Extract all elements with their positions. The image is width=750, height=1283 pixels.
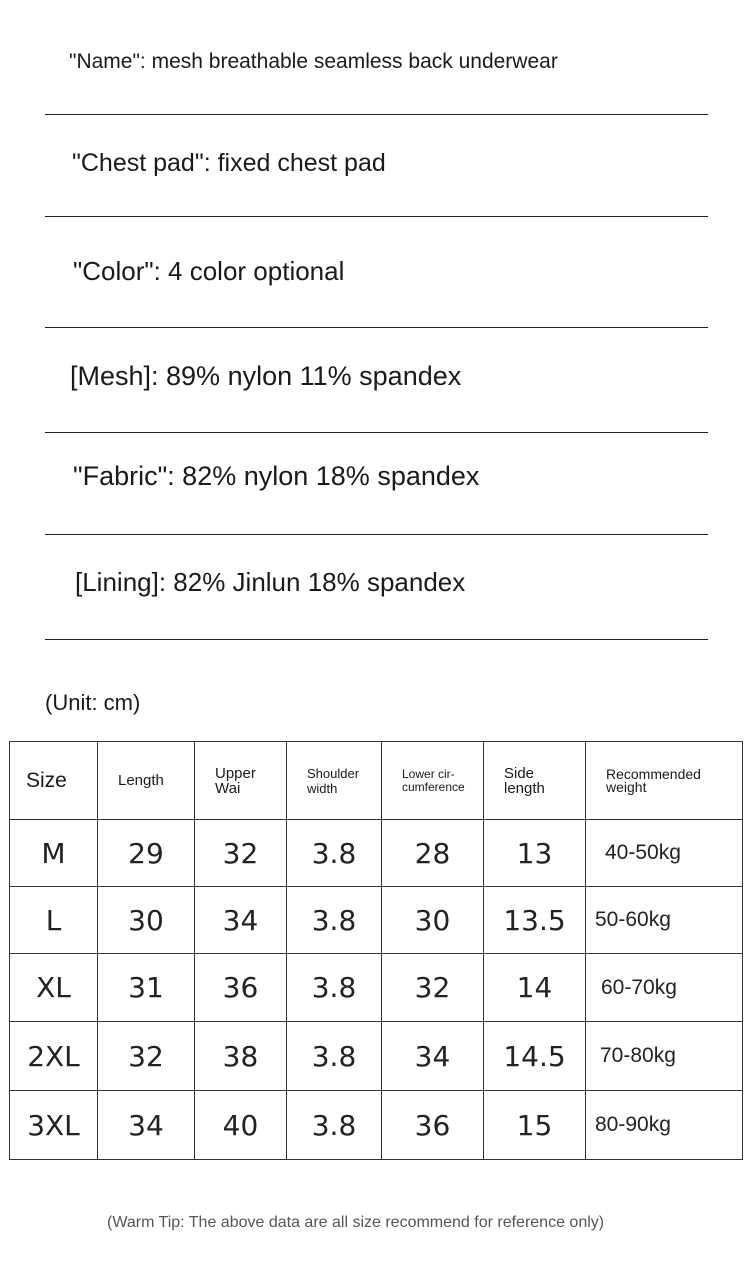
cell-side: 13.5 [484, 887, 586, 954]
cell-upper: 40 [195, 1091, 287, 1160]
header-lower-line1: Lower cir- [402, 766, 455, 781]
cell-shoulder: 3.8 [287, 1091, 382, 1160]
cell-size: 2XL [10, 1022, 98, 1091]
spec-chest-pad-text: "Chest pad": fixed chest pad [72, 149, 386, 177]
header-weight-line2: weight [606, 778, 647, 795]
cell-upper: 38 [195, 1022, 287, 1091]
cell-shoulder: 3.8 [287, 954, 382, 1022]
cell-shoulder: 3.8 [287, 887, 382, 954]
cell-weight: 80-90kg [586, 1091, 743, 1160]
cell-length: 29 [98, 820, 195, 887]
cell-upper: 36 [195, 954, 287, 1022]
cell-lower: 34 [382, 1022, 484, 1091]
spec-row-color [45, 217, 708, 328]
cell-length: 31 [98, 954, 195, 1022]
table-row [10, 1091, 743, 1160]
header-shoulder [287, 742, 382, 820]
cell-side: 14 [484, 954, 586, 1022]
header-size [10, 742, 98, 820]
header-lower-line2: cumference [402, 779, 465, 794]
header-side-line2: length [504, 779, 545, 797]
cell-shoulder: 3.8 [287, 1022, 382, 1091]
header-size-label: Size [26, 768, 67, 792]
table-row [10, 887, 743, 954]
cell-weight: 60-70kg [586, 954, 743, 1022]
spec-row-name [45, 0, 708, 115]
spec-fabric-text: "Fabric": 82% nylon 18% spandex [73, 461, 480, 491]
table-row [10, 820, 743, 887]
table-row [10, 954, 743, 1022]
cell-upper: 32 [195, 820, 287, 887]
cell-side: 14.5 [484, 1022, 586, 1091]
spec-row-mesh [45, 328, 708, 433]
header-upper-line1: Upper [215, 764, 256, 782]
header-length [98, 742, 195, 820]
cell-length: 34 [98, 1091, 195, 1160]
cell-length: 32 [98, 1022, 195, 1091]
header-lower-circumference [382, 742, 484, 820]
header-shoulder-line1: Shoulder [307, 765, 360, 781]
table-row [10, 1022, 743, 1091]
cell-lower: 28 [382, 820, 484, 887]
cell-weight: 50-60kg [586, 887, 743, 954]
cell-size: XL [10, 954, 98, 1022]
spec-mesh-text: [Mesh]: 89% nylon 11% spandex [70, 361, 462, 391]
cell-lower: 36 [382, 1091, 484, 1160]
cell-weight: 70-80kg [586, 1022, 743, 1091]
header-recommended-weight [586, 742, 743, 820]
cell-side: 15 [484, 1091, 586, 1160]
spec-name-text: "Name": mesh breathable seamless back underwear [69, 50, 558, 73]
cell-lower: 30 [382, 887, 484, 954]
cell-weight: 40-50kg [586, 820, 743, 887]
spec-lining-text: [Lining]: 82% Jinlun 18% spandex [75, 567, 466, 597]
header-length-label: Length [118, 772, 164, 789]
cell-shoulder: 3.8 [287, 820, 382, 887]
spec-row-lining [45, 535, 708, 640]
cell-upper: 34 [195, 887, 287, 954]
spec-color-text: "Color": 4 color optional [73, 256, 345, 286]
spec-row-chest-pad [45, 115, 708, 217]
table-header-row [10, 742, 743, 820]
cell-size: 3XL [10, 1091, 98, 1160]
cell-size: L [10, 887, 98, 954]
header-upper [195, 742, 287, 820]
warm-tip-note: (Warm Tip: The above data are all size recommend for reference only) [107, 1214, 605, 1231]
header-shoulder-line2: width [307, 780, 338, 796]
size-table [9, 741, 743, 1160]
cell-size: M [10, 820, 98, 887]
cell-side: 13 [484, 820, 586, 887]
header-side-length [484, 742, 586, 820]
header-weight-line1: Recommended [606, 765, 701, 782]
cell-length: 30 [98, 887, 195, 954]
unit-label: (Unit: cm) [45, 690, 141, 715]
spec-row-fabric [45, 433, 708, 535]
header-upper-line2: Wai [215, 779, 241, 797]
header-side-line1: Side [504, 764, 535, 782]
cell-lower: 32 [382, 954, 484, 1022]
